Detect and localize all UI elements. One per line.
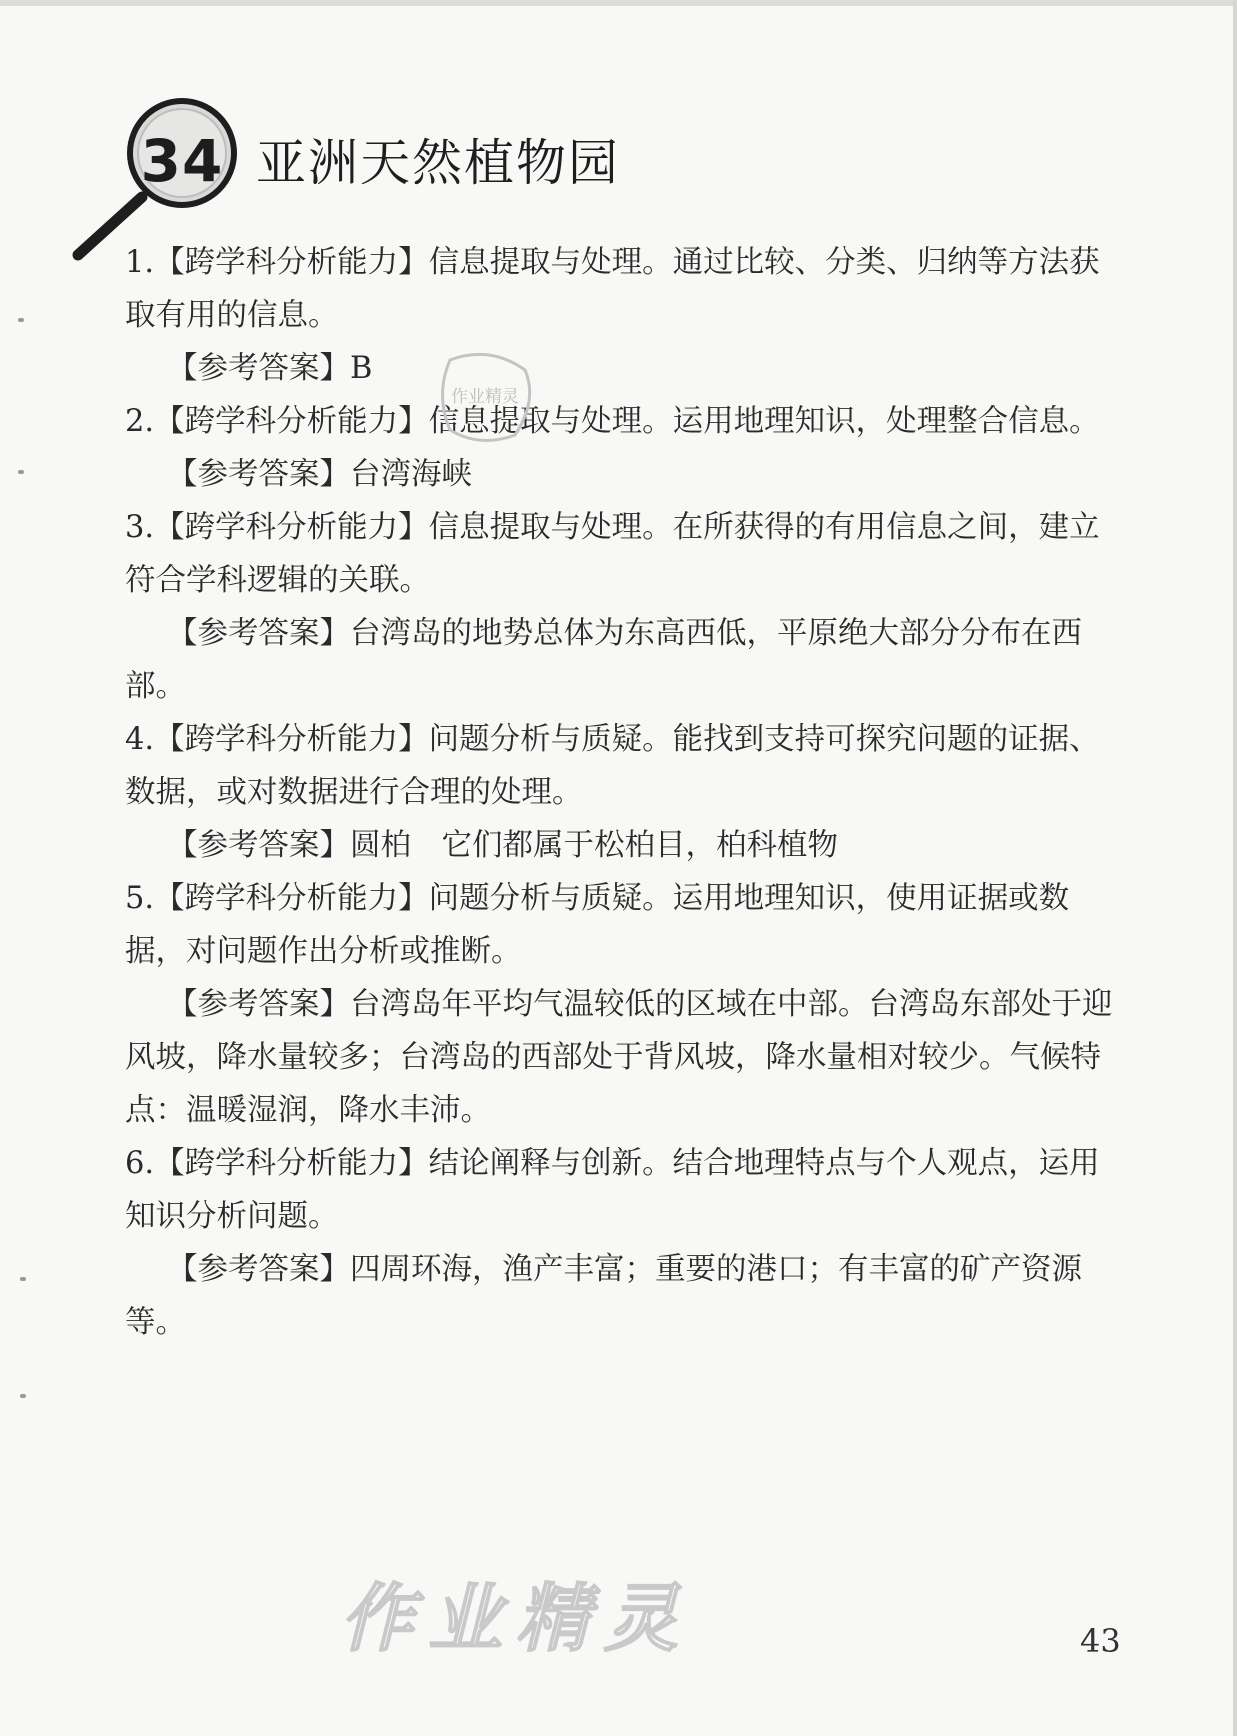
answer-text: 【参考答案】台湾岛年平均气温较低的区域在中部。台湾岛东部处于迎风坡，降水量较多；台湾岛的西部处于背风坡，降水量相对较少。气候特点：温暖湿润，降水丰沛。	[125, 987, 1113, 1128]
question-item	[125, 1137, 1125, 1349]
watermark-stamp	[430, 340, 540, 450]
scan-mark	[20, 1394, 26, 1398]
answer-text: 【参考答案】圆柏 它们都属于松柏目，柏科植物	[167, 828, 838, 863]
scan-mark	[20, 1277, 26, 1281]
answer-text: 【参考答案】四周环海，渔产丰富；重要的港口；有丰富的矿产资源等。	[125, 1252, 1082, 1340]
question-item	[125, 713, 1125, 872]
answer-text: 【参考答案】台湾岛的地势总体为东高西低，平原绝大部分分布在西部。	[125, 616, 1082, 704]
question-text: 4.【跨学科分析能力】问题分析与质疑。能找到支持可探究问题的证据、数据，或对数据进行合理的处理。	[125, 722, 1100, 810]
question-item	[125, 501, 1125, 713]
page-edge	[1233, 0, 1237, 1736]
answer-text: 【参考答案】B	[167, 351, 373, 386]
lesson-number: 34	[140, 127, 224, 195]
question-text: 5.【跨学科分析能力】问题分析与质疑。运用地理知识，使用证据或数据，对问题作出分析或推断。	[125, 881, 1070, 969]
watermark-stamp-text: 作业精灵	[451, 387, 519, 407]
scan-mark	[18, 318, 24, 322]
question-text: 2.【跨学科分析能力】信息提取与处理。运用地理知识，处理整合信息。	[125, 404, 1100, 439]
answer-text: 【参考答案】台湾海峡	[167, 457, 472, 492]
question-item	[125, 395, 1125, 501]
watermark-text: 作业精灵	[340, 1576, 692, 1662]
page-edge	[0, 0, 1237, 6]
question-item	[125, 236, 1125, 395]
scan-mark	[18, 470, 24, 474]
page-number: 43	[1080, 1622, 1121, 1660]
lesson-title: 亚洲天然植物园	[256, 134, 620, 192]
answer-list	[125, 236, 1125, 1349]
question-text: 3.【跨学科分析能力】信息提取与处理。在所获得的有用信息之间，建立符合学科逻辑的关联。	[125, 510, 1100, 598]
question-text: 1.【跨学科分析能力】信息提取与处理。通过比较、分类、归纳等方法获取有用的信息。	[125, 245, 1100, 333]
question-text: 6.【跨学科分析能力】结论阐释与创新。结合地理特点与个人观点，运用知识分析问题。	[125, 1146, 1100, 1234]
question-item	[125, 872, 1125, 1137]
